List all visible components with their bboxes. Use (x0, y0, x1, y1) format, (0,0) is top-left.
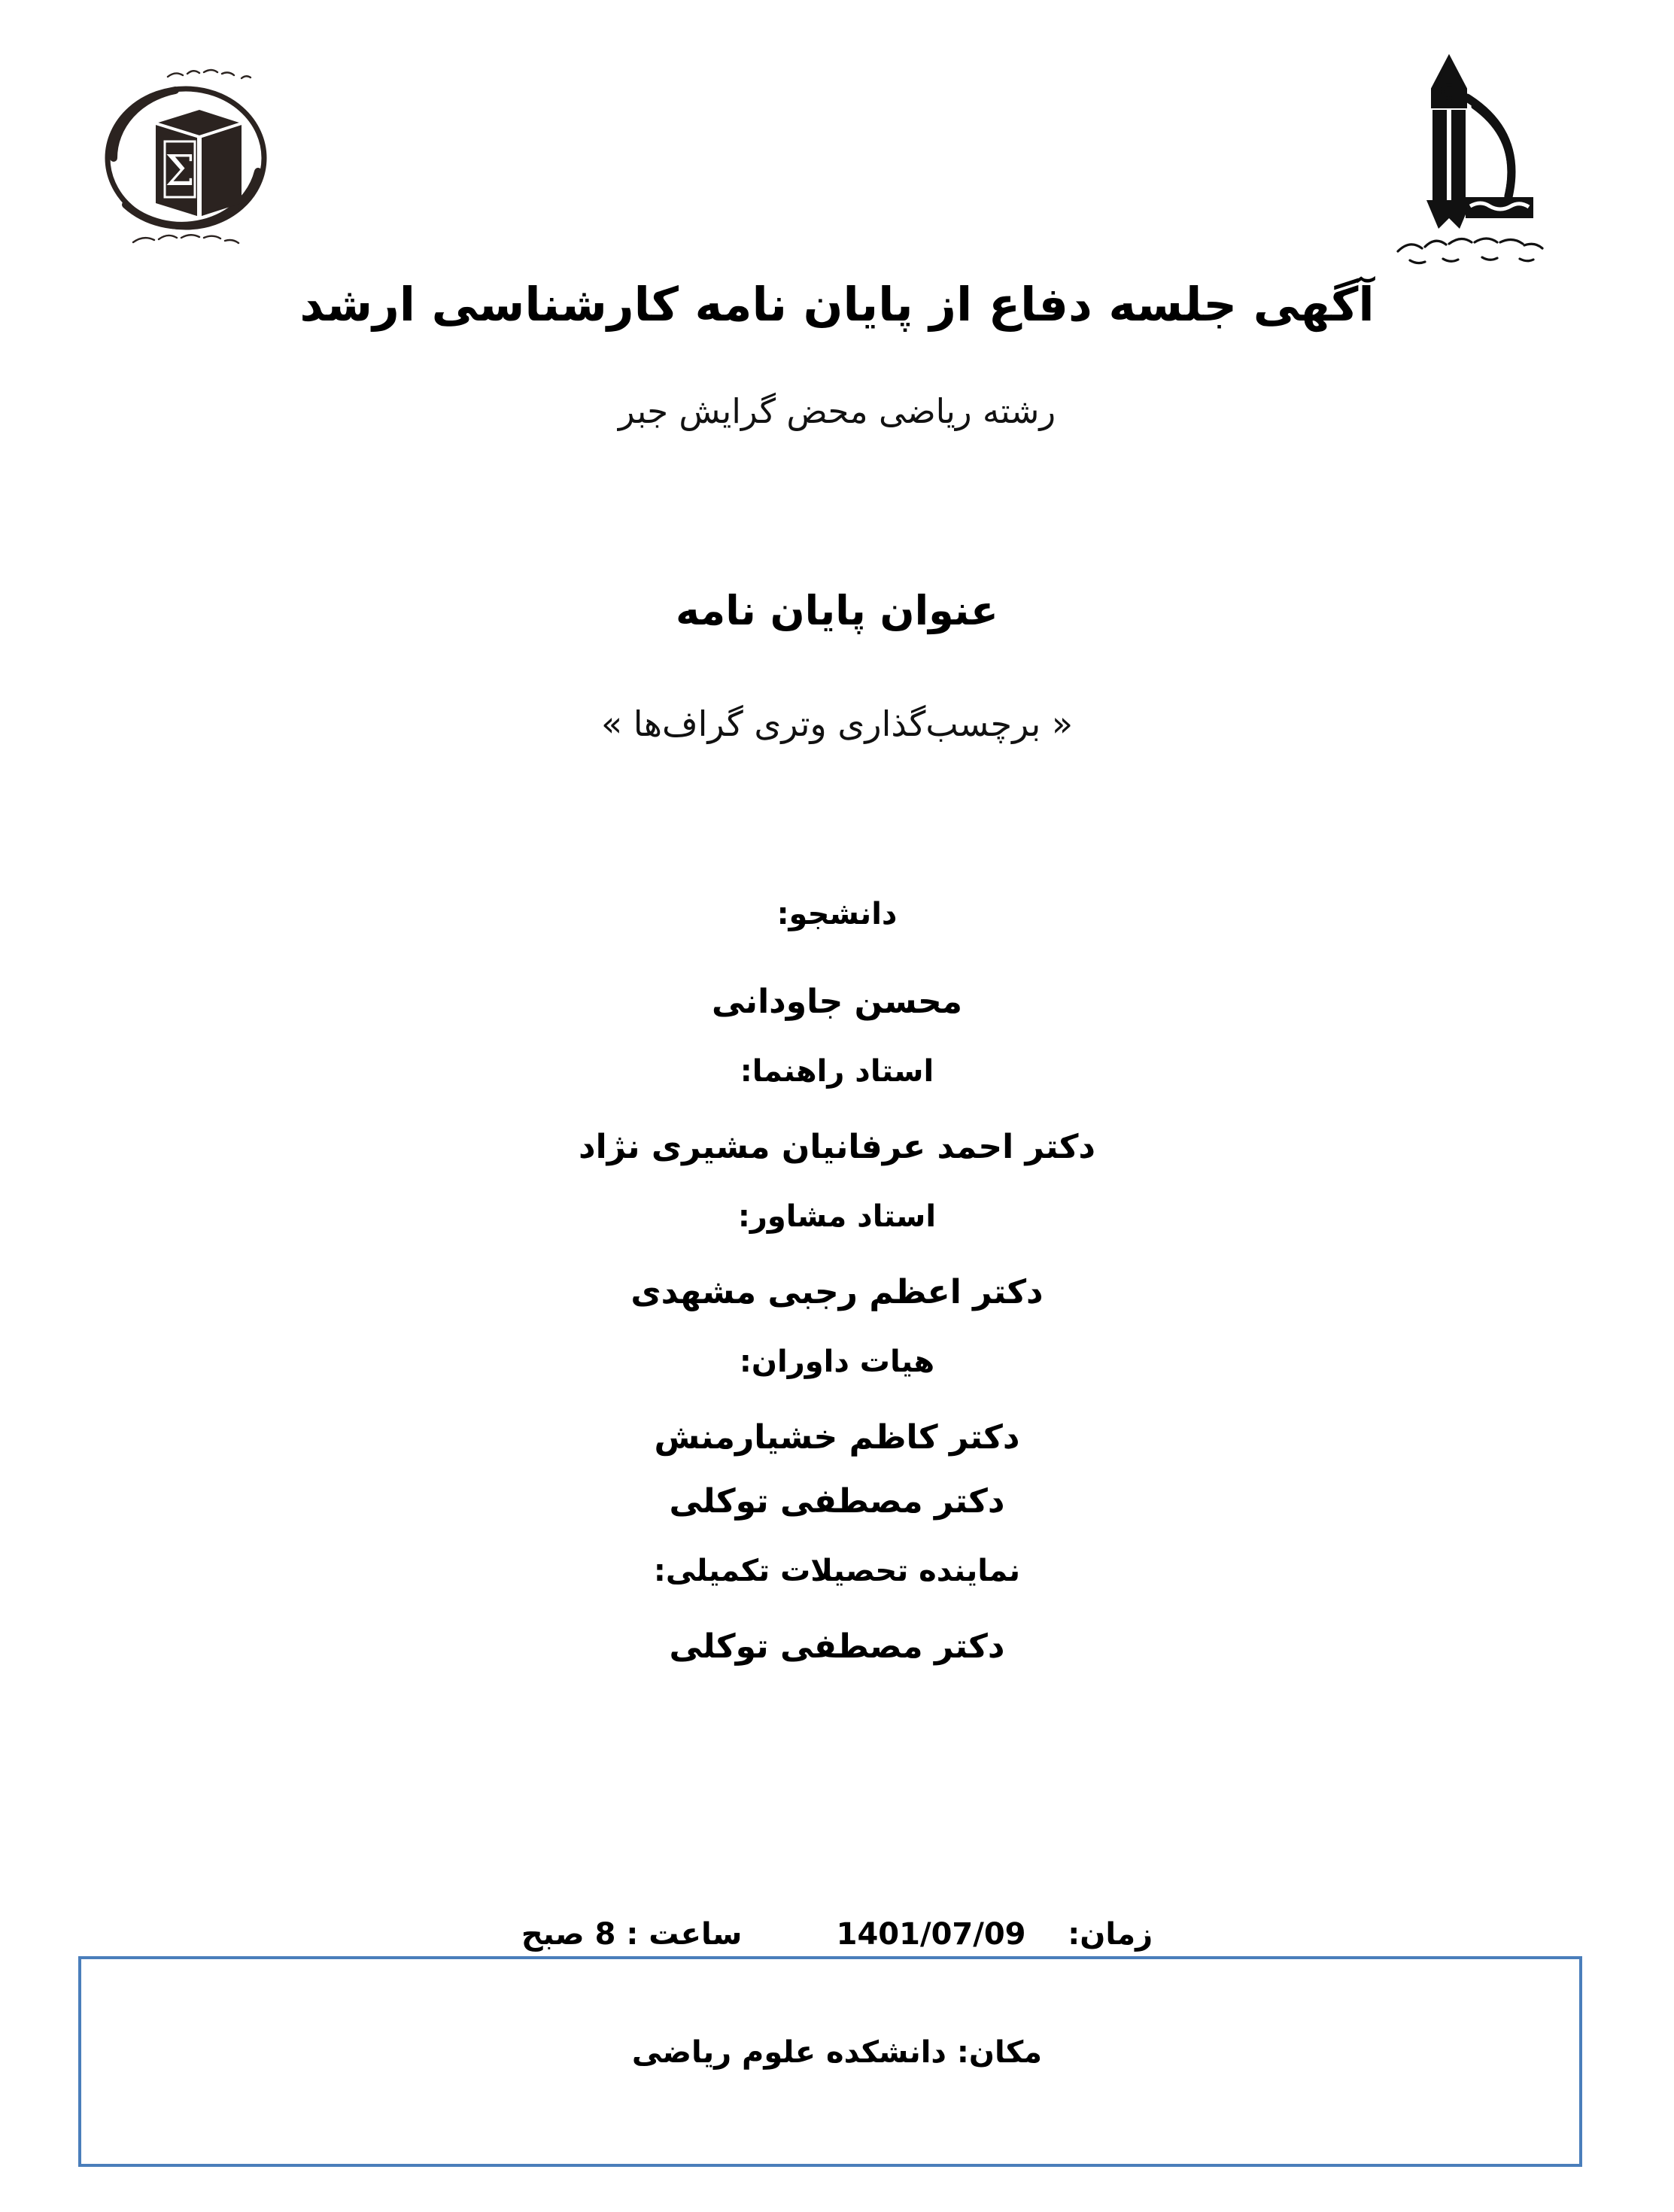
spacer (0, 939, 1674, 981)
spacer (0, 1168, 1674, 1198)
university-logo (1377, 45, 1587, 275)
thesis-title: « برچسب‌گذاری وتری گراف‌ها » (600, 703, 1074, 744)
spacer (0, 1387, 1674, 1417)
svg-text:Σ: Σ (165, 147, 195, 196)
committee-label: هیات داوران: (739, 1345, 935, 1379)
student-label: دانشجو: (776, 897, 898, 931)
spacer (0, 1241, 1674, 1272)
spacer (0, 1096, 1674, 1126)
thesis-label: عنوان پایان نامه (676, 587, 998, 634)
supervisor-name: دکتر احمد عرفانیان مشیری نژاد (578, 1128, 1096, 1166)
advisor-label: استاد مشاور: (737, 1199, 937, 1234)
event-venue: مکان: دانشکده علوم ریاضی (631, 2035, 1043, 2070)
spacer (0, 1313, 1674, 1343)
spacer (0, 1596, 1674, 1626)
faculty-logo (87, 45, 286, 271)
supervisor-label: استاد راهنما: (740, 1054, 934, 1089)
event-time: زمان: 1401/07/09 ساعت : 8 صبح (521, 1917, 1153, 1952)
spacer (0, 1022, 1674, 1053)
page-title: آگهی جلسه دفاع از پایان نامه کارشناسی ارشد (299, 277, 1375, 332)
spacer (0, 1522, 1674, 1552)
committee-member: دکتر کاظم خشیارمنش (654, 1418, 1020, 1457)
grad-rep-name: دکتر مصطفی توکلی (669, 1627, 1005, 1666)
page-subtitle: رشته ریاضی محض گرایش جبر (618, 391, 1056, 431)
committee-member: دکتر مصطفی توکلی (669, 1482, 1005, 1521)
advisor-name: دکتر اعظم رجبی مشهدی (630, 1273, 1044, 1311)
student-name: محسن جاودانی (712, 983, 962, 1021)
spacer (0, 1458, 1674, 1481)
grad-rep-label: نماینده تحصیلات تکمیلی: (653, 1554, 1021, 1588)
people-block (0, 895, 1674, 1667)
